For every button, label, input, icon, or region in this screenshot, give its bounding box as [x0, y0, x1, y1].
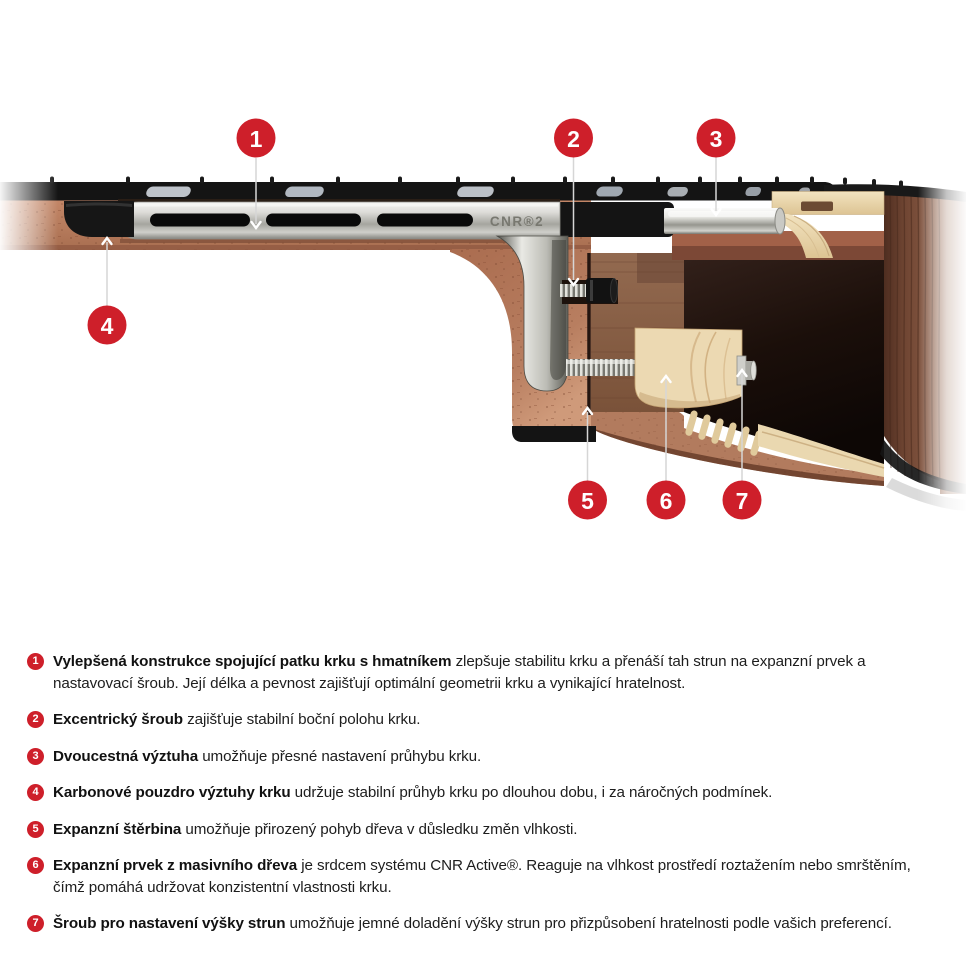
legend-text-4: Karbonové pouzdro výztuhy krku udržuje stabilní průhyb krku po dlouhou dobu, i za náročných podmínek. [53, 784, 773, 801]
callout-number: 1 [249, 126, 263, 152]
callout-number: 3 [709, 126, 723, 152]
callout-badge-3 [697, 119, 736, 158]
legend [27, 651, 945, 935]
callout-number: 5 [581, 488, 594, 514]
legend-badge-6: 6 [27, 857, 44, 874]
left-edge-fade [0, 165, 58, 265]
legend-badge-1: 1 [27, 653, 44, 670]
solid-wood-expansion-element [635, 328, 742, 408]
legend-badge-7: 7 [27, 915, 44, 932]
callout-badge-6 [647, 481, 686, 520]
callout-number: 2 [567, 126, 580, 152]
legend-item-5 [27, 819, 945, 841]
channel-slots [150, 214, 473, 227]
right-edge-fade [918, 168, 966, 518]
legend-item-2 [27, 709, 945, 731]
callout-number: 6 [659, 488, 673, 514]
legend-text-3: Dvoucestná výztuha umožňuje přesné nastavení průhybu krku. [53, 747, 482, 765]
cnr-joint-channel [118, 202, 560, 243]
legend-text-7: Šroub pro nastavení výšky strun umožňuje jemné doladění výšky strun pro přizpůsobení hratelnosti podle vašich preferencí. [53, 915, 892, 932]
legend-item-4 [27, 782, 945, 804]
carbon-truss-rod-sleeve [64, 201, 134, 237]
callout-badge-5 [568, 481, 607, 520]
callout-badge-2 [554, 119, 593, 158]
legend-badge-2: 2 [27, 711, 44, 728]
callout-badge-7 [723, 481, 762, 520]
legend-badge-3: 3 [27, 748, 44, 765]
legend-item-6 [27, 855, 945, 898]
callout-badge-4 [88, 306, 127, 345]
legend-item-3 [27, 746, 945, 768]
string-height-screw-rod [566, 359, 638, 376]
callout-badge-1 [237, 119, 276, 158]
legend-text-2: Excentrický šroub zajišťuje stabilní boční polohu krku. [53, 711, 421, 728]
legend-badge-5: 5 [27, 821, 44, 838]
legend-text-6: Expanzní prvek z masivního dřeva je srdcem systému CNR Active®. Reaguje na vlhkost prostředí roztažením nebo smrštěním, čímž pomáhá udržovat konzistentní vlastnosti krku. [53, 857, 911, 896]
body-top-braces [672, 231, 884, 260]
callout-number: 7 [735, 488, 749, 514]
legend-item-1 [27, 651, 945, 694]
cnr-engraving: CNR®2 [489, 214, 545, 229]
joint-black-block [552, 202, 674, 237]
legend-text-5: Expanzní štěrbina umožňuje přirozený pohyb dřeva v důsledku změn vlhkosti. [53, 820, 578, 838]
legend-badge-4: 4 [27, 784, 44, 801]
legend-item-7 [27, 913, 945, 935]
eccentric-screw [560, 278, 618, 304]
callout-number: 4 [100, 313, 114, 339]
two-way-truss-rod [664, 208, 785, 234]
neck-heel [450, 249, 591, 430]
heel-cap [512, 426, 596, 442]
legend-text-1: Vylepšená konstrukce spojující patku krku s hmatníkem zlepšuje stabilitu krku a přenáší tah strun na expanzní prvek a nastavovací šroub. Její délka a pevnost zajišťují optimální geometrii krku a vynikající hratelnost. [53, 653, 866, 692]
